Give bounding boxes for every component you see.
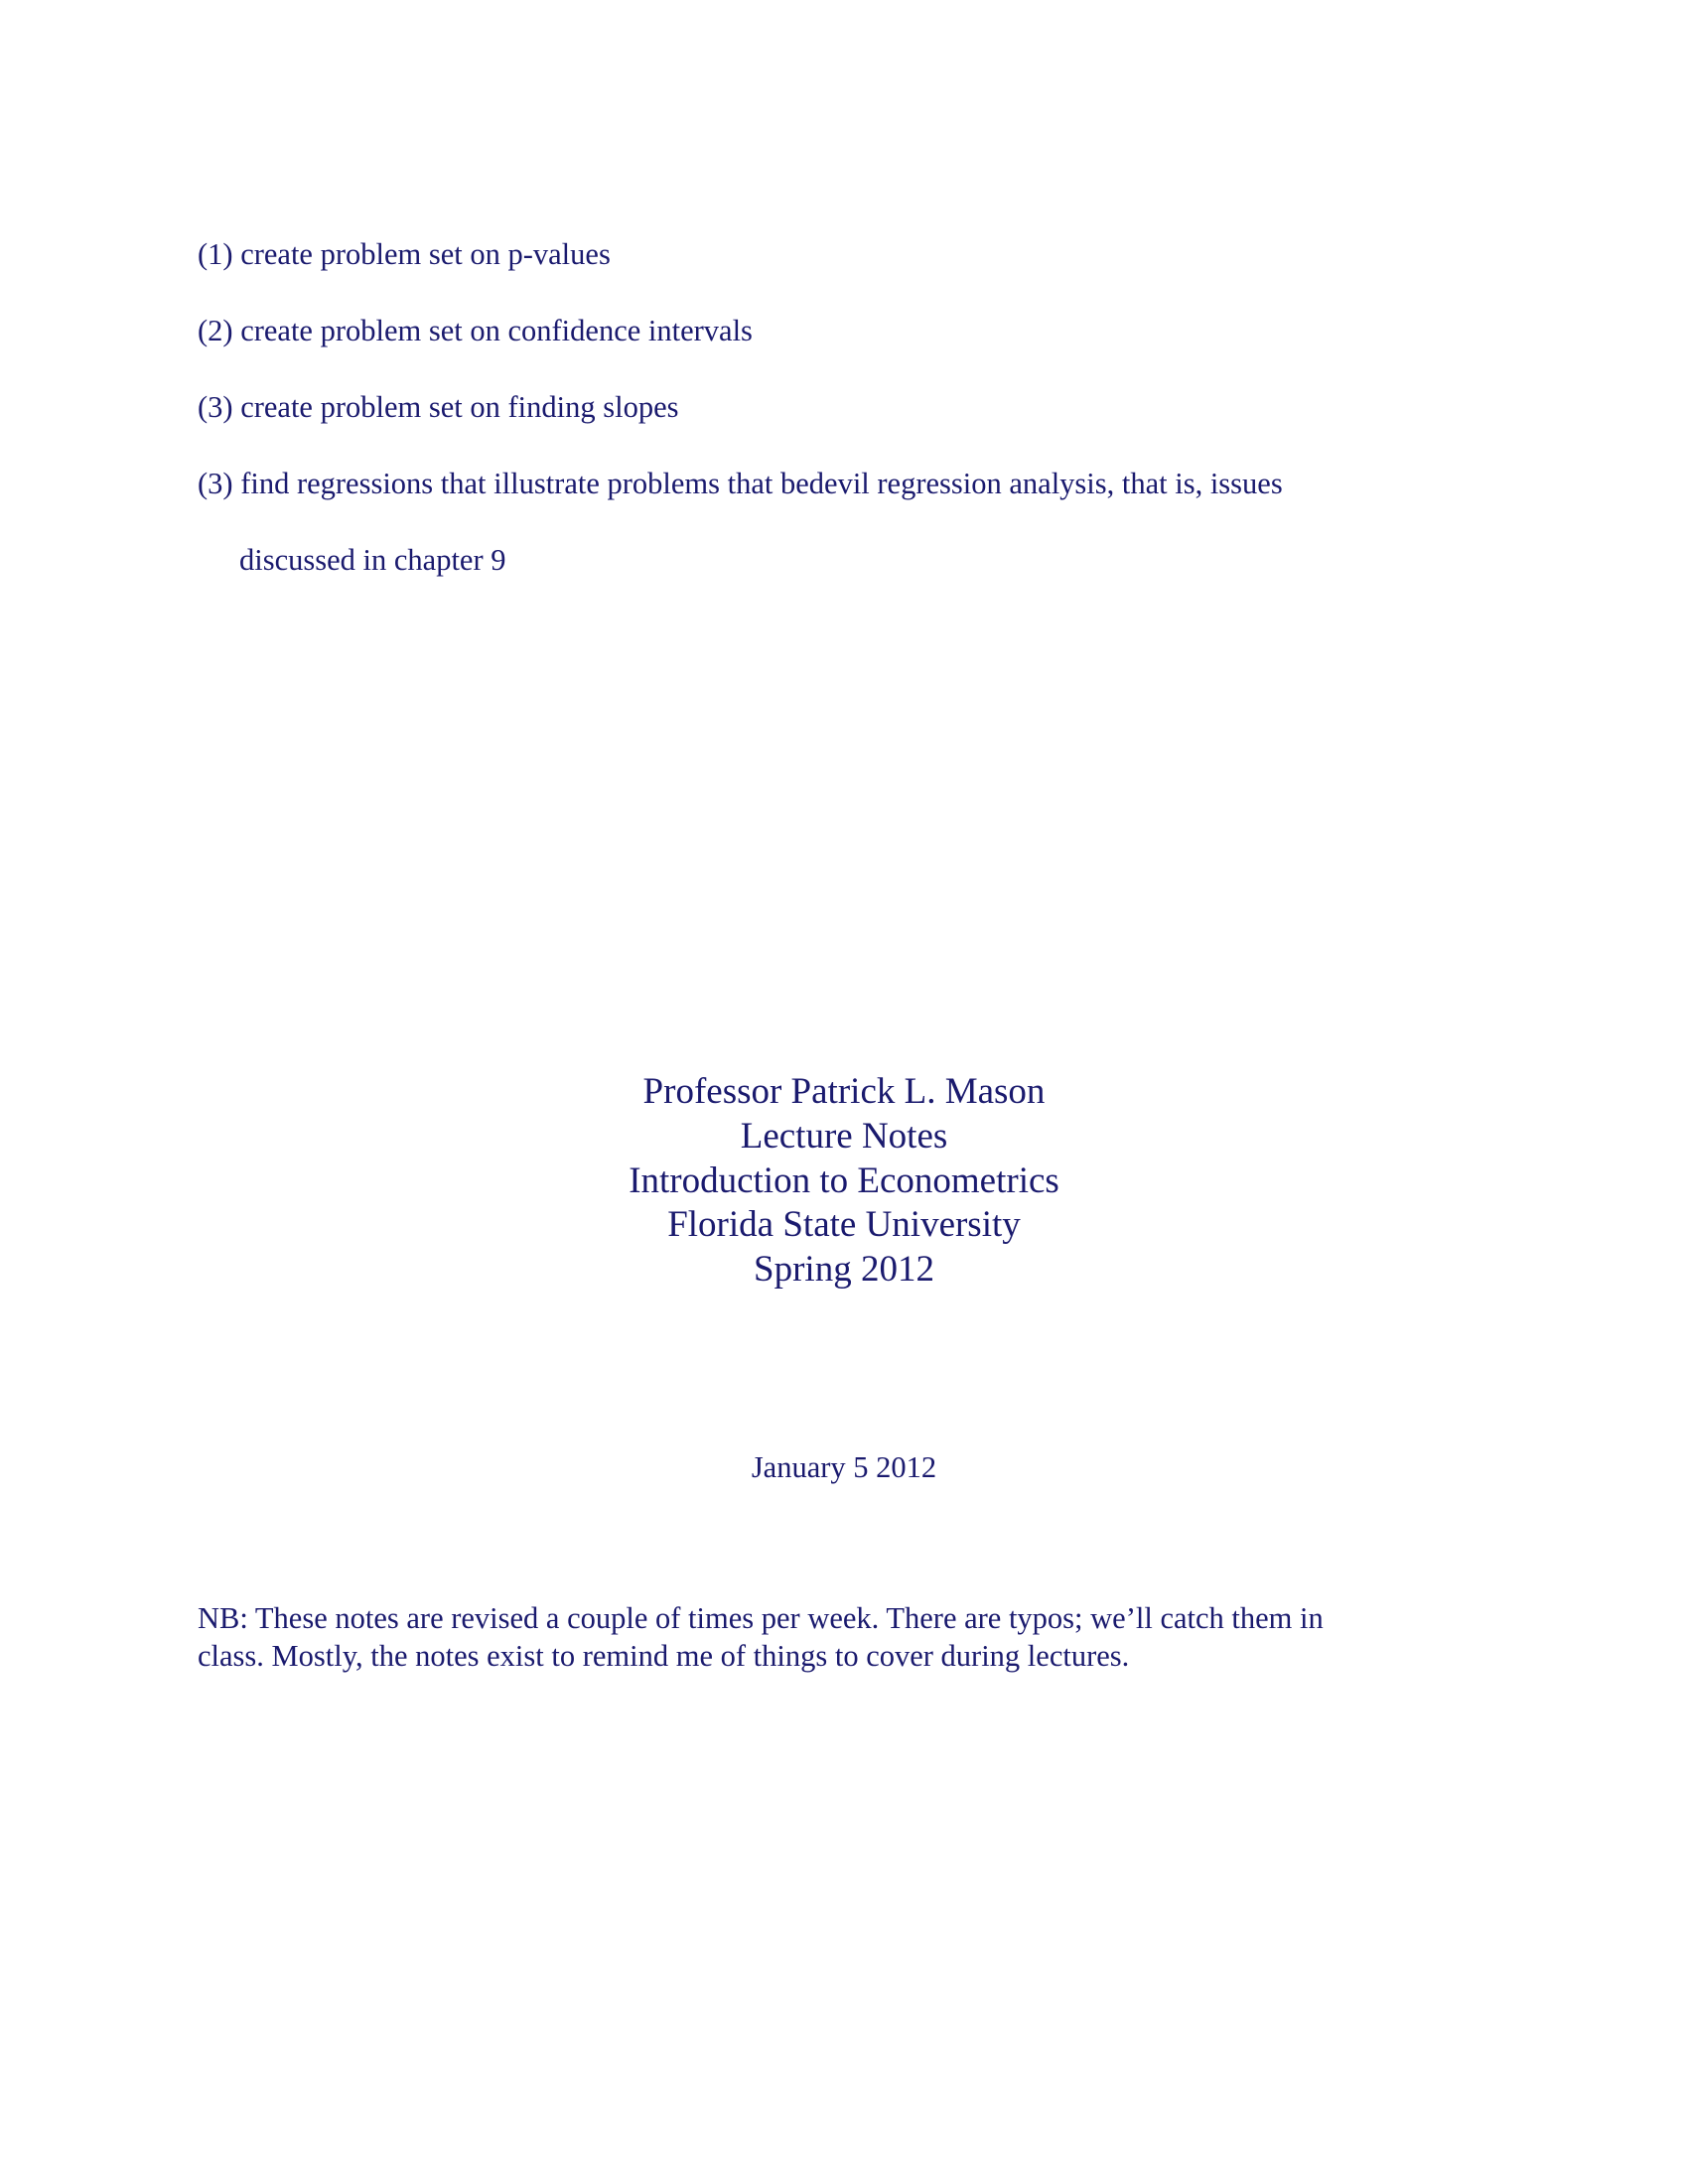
nb-note [198,1599,1488,1675]
todo-item-4: (3) find regressions that illustrate problems that bedevil regression analysis, that is, issues [198,467,1283,500]
todo-item-3: (3) create problem set on finding slopes [198,390,679,424]
todo-item-2: (2) create problem set on confidence intervals [198,314,753,347]
nb-note-line-2: class. Mostly, the notes exist to remind me of things to cover during lectures. [198,1639,1130,1673]
document-date: January 5 2012 [751,1450,937,1484]
todo-item-4-continuation: discussed in chapter 9 [239,543,506,577]
course-line: Introduction to Econometrics [629,1160,1059,1201]
author-line: Professor Patrick L. Mason [642,1071,1046,1112]
doc-type-line: Lecture Notes [740,1115,948,1157]
university-line: Florida State University [667,1204,1021,1246]
todo-list [198,234,1488,616]
nb-note-line-1: NB: These notes are revised a couple of times per week. There are typos; we’ll catch them in [198,1601,1324,1635]
title-block [0,1070,1688,1293]
term-line: Spring 2012 [754,1249,934,1291]
todo-item-1: (1) create problem set on p-values [198,237,611,271]
